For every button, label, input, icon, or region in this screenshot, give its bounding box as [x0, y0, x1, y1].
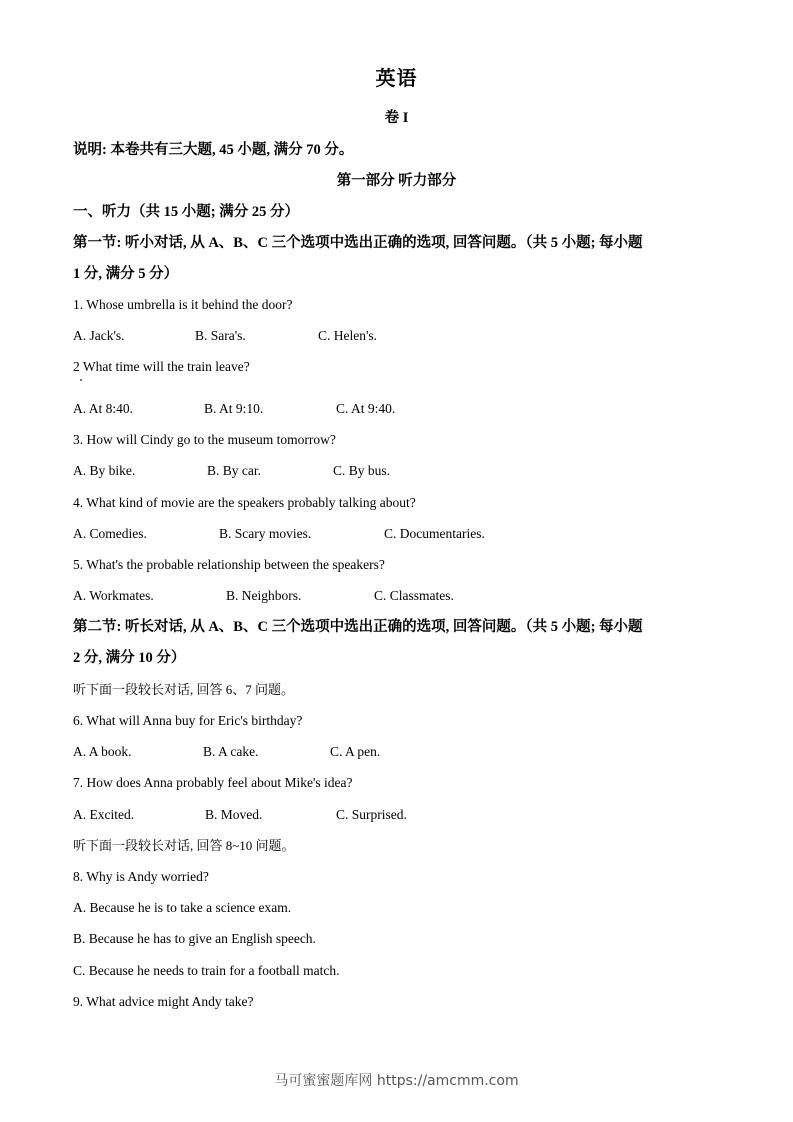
- instructions: 说明: 本卷共有三大题, 45 小题, 满分 70 分。: [73, 142, 354, 158]
- question-3: 3. How will Cindy go to the museum tomorrow?: [73, 432, 336, 447]
- question-4: 4. What kind of movie are the speakers probably talking about?: [73, 495, 416, 510]
- subsection1-heading-cont: 1 分, 满分 5 分）: [73, 266, 179, 282]
- option-a: A. At 8:40.: [73, 401, 134, 416]
- question-2: 2 What time will the train leave?: [73, 359, 250, 374]
- section-heading: 一、听力（共 15 小题; 满分 25 分）: [73, 204, 299, 220]
- option-b: B. Moved.: [205, 807, 263, 822]
- question-6: 6. What will Anna buy for Eric's birthday?: [73, 713, 303, 728]
- option-c: C. Documentaries.: [384, 526, 485, 541]
- question-8-option-a: A. Because he is to take a science exam.: [73, 900, 292, 915]
- question-8-option-c: C. Because he needs to train for a football match.: [73, 963, 340, 978]
- footer-watermark: 马可蜜蜜题库网 https://amcmm.com: [274, 1073, 519, 1089]
- question-9: 9. What advice might Andy take?: [73, 994, 254, 1009]
- question-8: 8. Why is Andy worried?: [73, 869, 209, 884]
- volume-label: 卷 I: [384, 110, 409, 126]
- option-c: C. By bus.: [333, 463, 391, 478]
- option-b: B. Scary movies.: [219, 526, 312, 541]
- option-b: B. Sara's.: [195, 328, 246, 343]
- option-a: A. A book.: [73, 744, 132, 759]
- option-a: A. Jack's.: [73, 328, 125, 343]
- listening-note-6-7: 听下面一段较长对话, 回答 6、7 问题。: [73, 682, 295, 697]
- option-a: A. Workmates.: [73, 588, 154, 603]
- question-8-option-b: B. Because he has to give an English speech.: [73, 931, 316, 946]
- option-a: A. Excited.: [73, 807, 135, 822]
- stray-mark: [80, 379, 82, 381]
- option-c: C. A pen.: [330, 744, 381, 759]
- part-heading: 第一部分 听力部分: [336, 173, 457, 189]
- option-c: C. Classmates.: [374, 588, 454, 603]
- question-5: 5. What's the probable relationship between the speakers?: [73, 557, 385, 572]
- option-b: B. At 9:10.: [204, 401, 264, 416]
- page-title: 英语: [375, 68, 418, 90]
- question-7: 7. How does Anna probably feel about Mike's idea?: [73, 775, 353, 790]
- option-a: A. By bike.: [73, 463, 136, 478]
- option-b: B. By car.: [207, 463, 261, 478]
- option-b: B. Neighbors.: [226, 588, 302, 603]
- option-c: C. Surprised.: [336, 807, 407, 822]
- listening-note-8-10: 听下面一段较长对话, 回答 8~10 问题。: [73, 838, 295, 853]
- option-c: C. At 9:40.: [336, 401, 396, 416]
- option-c: C. Helen's.: [318, 328, 378, 343]
- option-a: A. Comedies.: [73, 526, 147, 541]
- question-1: 1. Whose umbrella is it behind the door?: [73, 297, 293, 312]
- subsection2-heading: 第二节: 听长对话, 从 A、B、C 三个选项中选出正确的选项, 回答问题。（共 5 小题; 每小题: [73, 619, 643, 635]
- option-b: B. A cake.: [203, 744, 259, 759]
- subsection1-heading: 第一节: 听小对话, 从 A、B、C 三个选项中选出正确的选项, 回答问题。（共 5 小题; 每小题: [73, 235, 643, 251]
- subsection2-heading-cont: 2 分, 满分 10 分）: [73, 650, 186, 666]
